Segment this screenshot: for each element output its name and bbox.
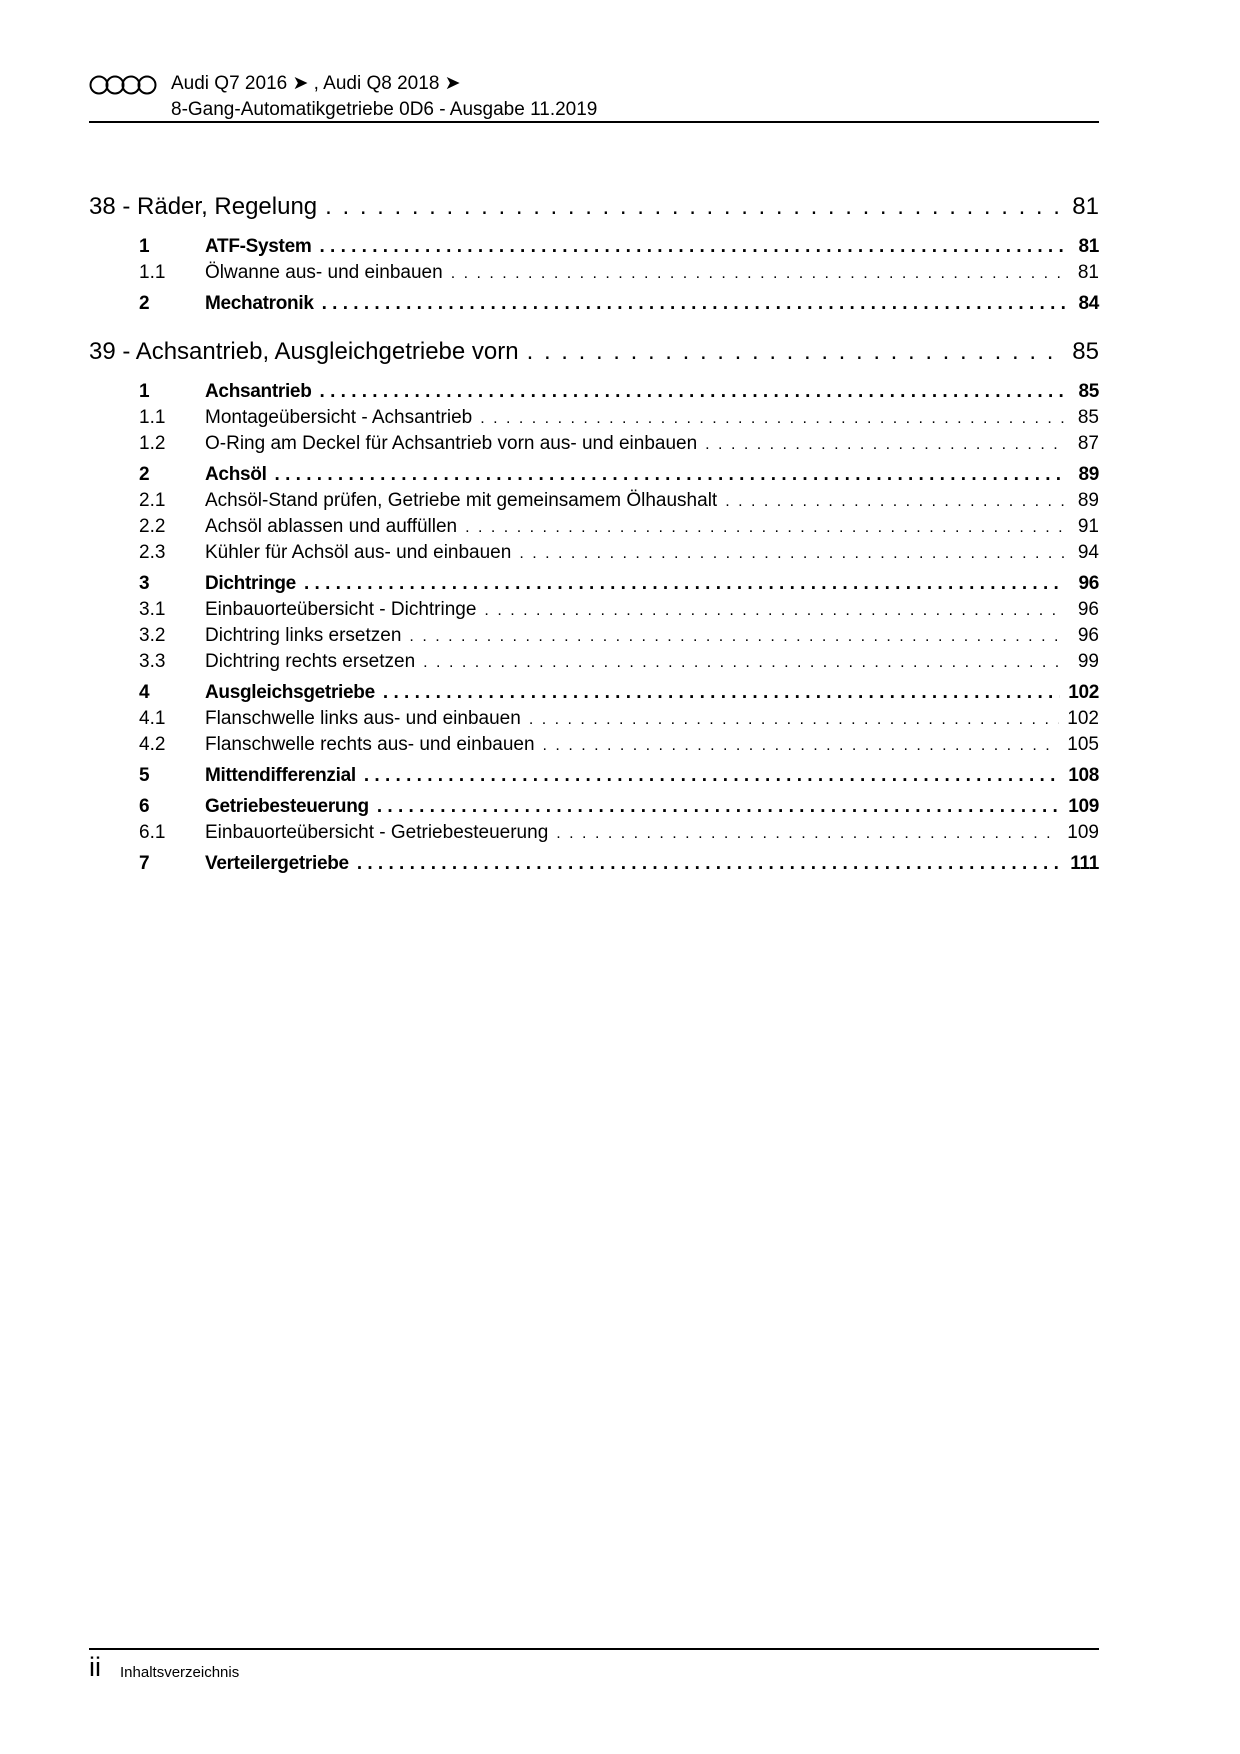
dot-leader (484, 598, 1065, 624)
toc-subsection-row[interactable] (89, 706, 1099, 732)
dot-leader (325, 190, 1064, 224)
dot-leader (519, 541, 1065, 567)
toc-entry-page: 111 (1070, 853, 1099, 874)
toc-entry-number: 1.2 (139, 433, 166, 454)
toc-entry-title: Dichtringe (205, 573, 296, 594)
toc-entry-page: 81 (1072, 193, 1099, 220)
toc-subsection-row[interactable] (89, 431, 1099, 457)
toc-entry-number: 4 (139, 682, 150, 703)
dot-leader (357, 851, 1062, 877)
toc-subsection-row[interactable] (89, 623, 1099, 649)
toc-subsection-row[interactable] (89, 514, 1099, 540)
dot-leader (364, 763, 1060, 789)
toc-section-row[interactable] (89, 794, 1099, 820)
dot-leader (451, 261, 1065, 287)
toc-section-row[interactable] (89, 763, 1099, 789)
toc-entry-number: 2.2 (139, 516, 166, 537)
dot-leader (275, 462, 1065, 488)
toc-entry-title: Montageübersicht - Achsantrieb (205, 407, 473, 428)
toc-entry-title: Achsantrieb (205, 381, 312, 402)
toc-entry-title: Achsöl-Stand prüfen, Getriebe mit gemeinsamem Ölhaushalt (205, 490, 718, 511)
toc-entry-page: 87 (1077, 433, 1099, 454)
dot-leader (465, 515, 1065, 541)
toc-entry-page: 84 (1078, 293, 1099, 314)
toc-entry-page: 94 (1077, 542, 1099, 563)
toc-entry-title: Flanschwelle links aus- und einbauen (205, 708, 521, 729)
dot-leader (705, 432, 1065, 458)
toc-entry-title: Dichtring rechts ersetzen (205, 651, 416, 672)
table-of-contents (89, 190, 1099, 877)
toc-subsection-row[interactable] (89, 260, 1099, 286)
audi-rings-logo-icon (89, 75, 157, 95)
toc-subsection-row[interactable] (89, 540, 1099, 566)
toc-entry-number: 1 (139, 381, 150, 402)
dot-leader (322, 291, 1065, 317)
toc-entry-number: 7 (139, 853, 150, 874)
dot-leader (383, 680, 1060, 706)
toc-entry-number: 4.2 (139, 734, 166, 755)
footer-page-number: ii (89, 1652, 101, 1682)
dot-leader (423, 650, 1065, 676)
toc-entry-page: 99 (1077, 651, 1099, 672)
toc-entry-title: ATF-System (205, 236, 312, 257)
toc-entry-page: 96 (1078, 573, 1099, 594)
toc-entry-title: Getriebesteuerung (205, 796, 369, 817)
toc-subsection-row[interactable] (89, 820, 1099, 846)
toc-entry-page: 85 (1078, 381, 1099, 402)
toc-entry-number: 2.3 (139, 542, 166, 563)
toc-section-row[interactable] (89, 234, 1099, 260)
toc-entry-page: 96 (1077, 625, 1099, 646)
toc-entry-page: 89 (1078, 464, 1099, 485)
toc-entry-number: 4.1 (139, 708, 166, 729)
toc-entry-number: 5 (139, 765, 150, 786)
toc-entry-title: Mechatronik (205, 293, 314, 314)
toc-entry-number: 6.1 (139, 822, 166, 843)
toc-entry-number: 1.1 (139, 262, 166, 283)
toc-entry-number: 2 (139, 293, 150, 314)
toc-entry-title: O-Ring am Deckel für Achsantrieb vorn aus- und einbauen (205, 433, 698, 454)
toc-entry-page: 85 (1072, 338, 1099, 365)
toc-entry-title: Ausgleichsgetriebe (205, 682, 375, 703)
toc-entry-page: 105 (1067, 734, 1099, 755)
toc-entry-page: 91 (1077, 516, 1099, 537)
toc-entry-title: Achsöl (205, 464, 267, 485)
toc-subsection-row[interactable] (89, 649, 1099, 675)
dot-leader (320, 379, 1065, 405)
dot-leader (319, 234, 1065, 260)
toc-entry-title: Flanschwelle rechts aus- und einbauen (205, 734, 535, 755)
dot-leader (529, 707, 1059, 733)
toc-entry-page: 102 (1067, 708, 1099, 729)
dot-leader (543, 733, 1060, 759)
toc-entry-number: 6 (139, 796, 150, 817)
dot-leader (725, 489, 1065, 515)
toc-entry-page: 109 (1067, 822, 1099, 843)
toc-entry-number: 2.1 (139, 490, 166, 511)
toc-section-row[interactable] (89, 851, 1099, 877)
toc-entry-page: 96 (1077, 599, 1099, 620)
toc-entry-title: Mittendifferenzial (205, 765, 356, 786)
footer-label: Inhaltsverzeichnis (120, 1664, 240, 1681)
toc-entry-page: 108 (1068, 765, 1099, 786)
footer-divider (89, 1648, 1099, 1650)
toc-subsection-row[interactable] (89, 488, 1099, 514)
toc-subsection-row[interactable] (89, 597, 1099, 623)
header-subtitle-line: 8-Gang-Automatikgetriebe 0D6 - Ausgabe 11.2019 (171, 99, 598, 120)
toc-entry-page: 102 (1068, 682, 1099, 703)
header-model-line: Audi Q7 2016 ➤ , Audi Q8 2018 ➤ (171, 73, 461, 94)
toc-subsection-row[interactable] (89, 732, 1099, 758)
toc-entry-title: Verteilergetriebe (205, 853, 349, 874)
toc-entry-title: 38 - Räder, Regelung (89, 193, 318, 220)
toc-entry-page: 81 (1078, 236, 1099, 257)
page-header (89, 72, 1099, 122)
toc-entry-number: 3.3 (139, 651, 166, 672)
toc-entry-title: Einbauorteübersicht - Getriebesteuerung (205, 822, 549, 843)
toc-entry-number: 1.1 (139, 407, 166, 428)
toc-entry-number: 3 (139, 573, 150, 594)
toc-section-row[interactable] (89, 462, 1099, 488)
toc-entry-page: 81 (1077, 262, 1099, 283)
toc-entry-number: 2 (139, 464, 150, 485)
toc-entry-number: 3.1 (139, 599, 166, 620)
toc-entry-number: 1 (139, 236, 150, 257)
toc-section-row[interactable] (89, 680, 1099, 706)
header-divider (89, 121, 1099, 123)
toc-section-row[interactable] (89, 571, 1099, 597)
toc-entry-number: 3.2 (139, 625, 166, 646)
toc-subsection-row[interactable] (89, 405, 1099, 431)
dot-leader (377, 794, 1060, 820)
toc-chapter-row[interactable] (89, 190, 1099, 224)
dot-leader (409, 624, 1065, 650)
toc-entry-page: 85 (1077, 407, 1099, 428)
toc-entry-title: Dichtring links ersetzen (205, 625, 402, 646)
dot-leader (304, 571, 1065, 597)
toc-entry-page: 89 (1077, 490, 1099, 511)
toc-section-row[interactable] (89, 291, 1099, 317)
toc-entry-title: Achsöl ablassen und auffüllen (205, 516, 458, 537)
toc-entry-title: 39 - Achsantrieb, Ausgleichgetriebe vorn (89, 338, 519, 365)
dot-leader (527, 335, 1065, 369)
dot-leader (556, 821, 1059, 847)
toc-chapter-row[interactable] (89, 335, 1099, 369)
toc-entry-page: 109 (1068, 796, 1099, 817)
toc-entry-title: Kühler für Achsöl aus- und einbauen (205, 542, 512, 563)
toc-entry-title: Einbauorteübersicht - Dichtringe (205, 599, 477, 620)
toc-entry-title: Ölwanne aus- und einbauen (205, 262, 443, 283)
toc-section-row[interactable] (89, 379, 1099, 405)
dot-leader (480, 406, 1065, 432)
